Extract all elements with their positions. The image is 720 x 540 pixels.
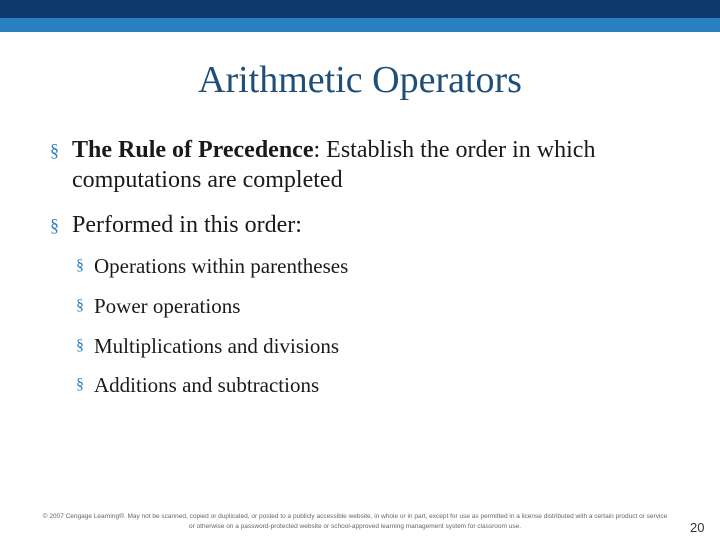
bullet-text <box>72 135 632 195</box>
sub-bullet-multiplications <box>76 333 339 359</box>
sub-bullet-text: Power operations <box>94 294 241 318</box>
bullet-performed-order <box>50 210 632 240</box>
page-number: 20 <box>690 520 705 535</box>
sub-bullet-square-icon: § <box>76 376 84 393</box>
sub-bullet-square-icon: § <box>76 297 84 314</box>
bullet-rule-of-precedence <box>50 135 632 195</box>
sub-bullet-power <box>76 293 240 319</box>
sub-bullet-text: Operations within parentheses <box>94 254 349 278</box>
sub-bullet-square-icon: § <box>76 337 84 354</box>
sub-bullet-parentheses <box>76 253 348 279</box>
bullet-square-icon: § <box>50 140 59 160</box>
bullet-bold-term: The Rule of Precedence <box>72 137 314 163</box>
header-band-light <box>0 18 720 32</box>
sub-bullet-additions <box>76 372 319 398</box>
sub-bullet-text: Multiplications and divisions <box>94 334 339 358</box>
header-band-dark <box>0 0 720 18</box>
bullet-description: : Establish the order in which computations are completed <box>72 137 596 193</box>
sub-bullet-text: Additions and subtractions <box>94 373 320 397</box>
bullet-square-icon: § <box>50 215 59 235</box>
bullet-text: Performed in this order: <box>72 212 302 238</box>
slide-title: Arithmetic Operators <box>198 59 522 101</box>
copyright-notice: © 2007 Cengage Learning®. May not be scanned, copied or duplicated, or posted to a publicly accessible website, in whole or in part, except for use as permitted in a license distributed with a certain product or service or otherwise on a password-protected website or school-approved learning management system for classroom use. <box>42 513 668 530</box>
sub-bullet-square-icon: § <box>76 257 84 274</box>
